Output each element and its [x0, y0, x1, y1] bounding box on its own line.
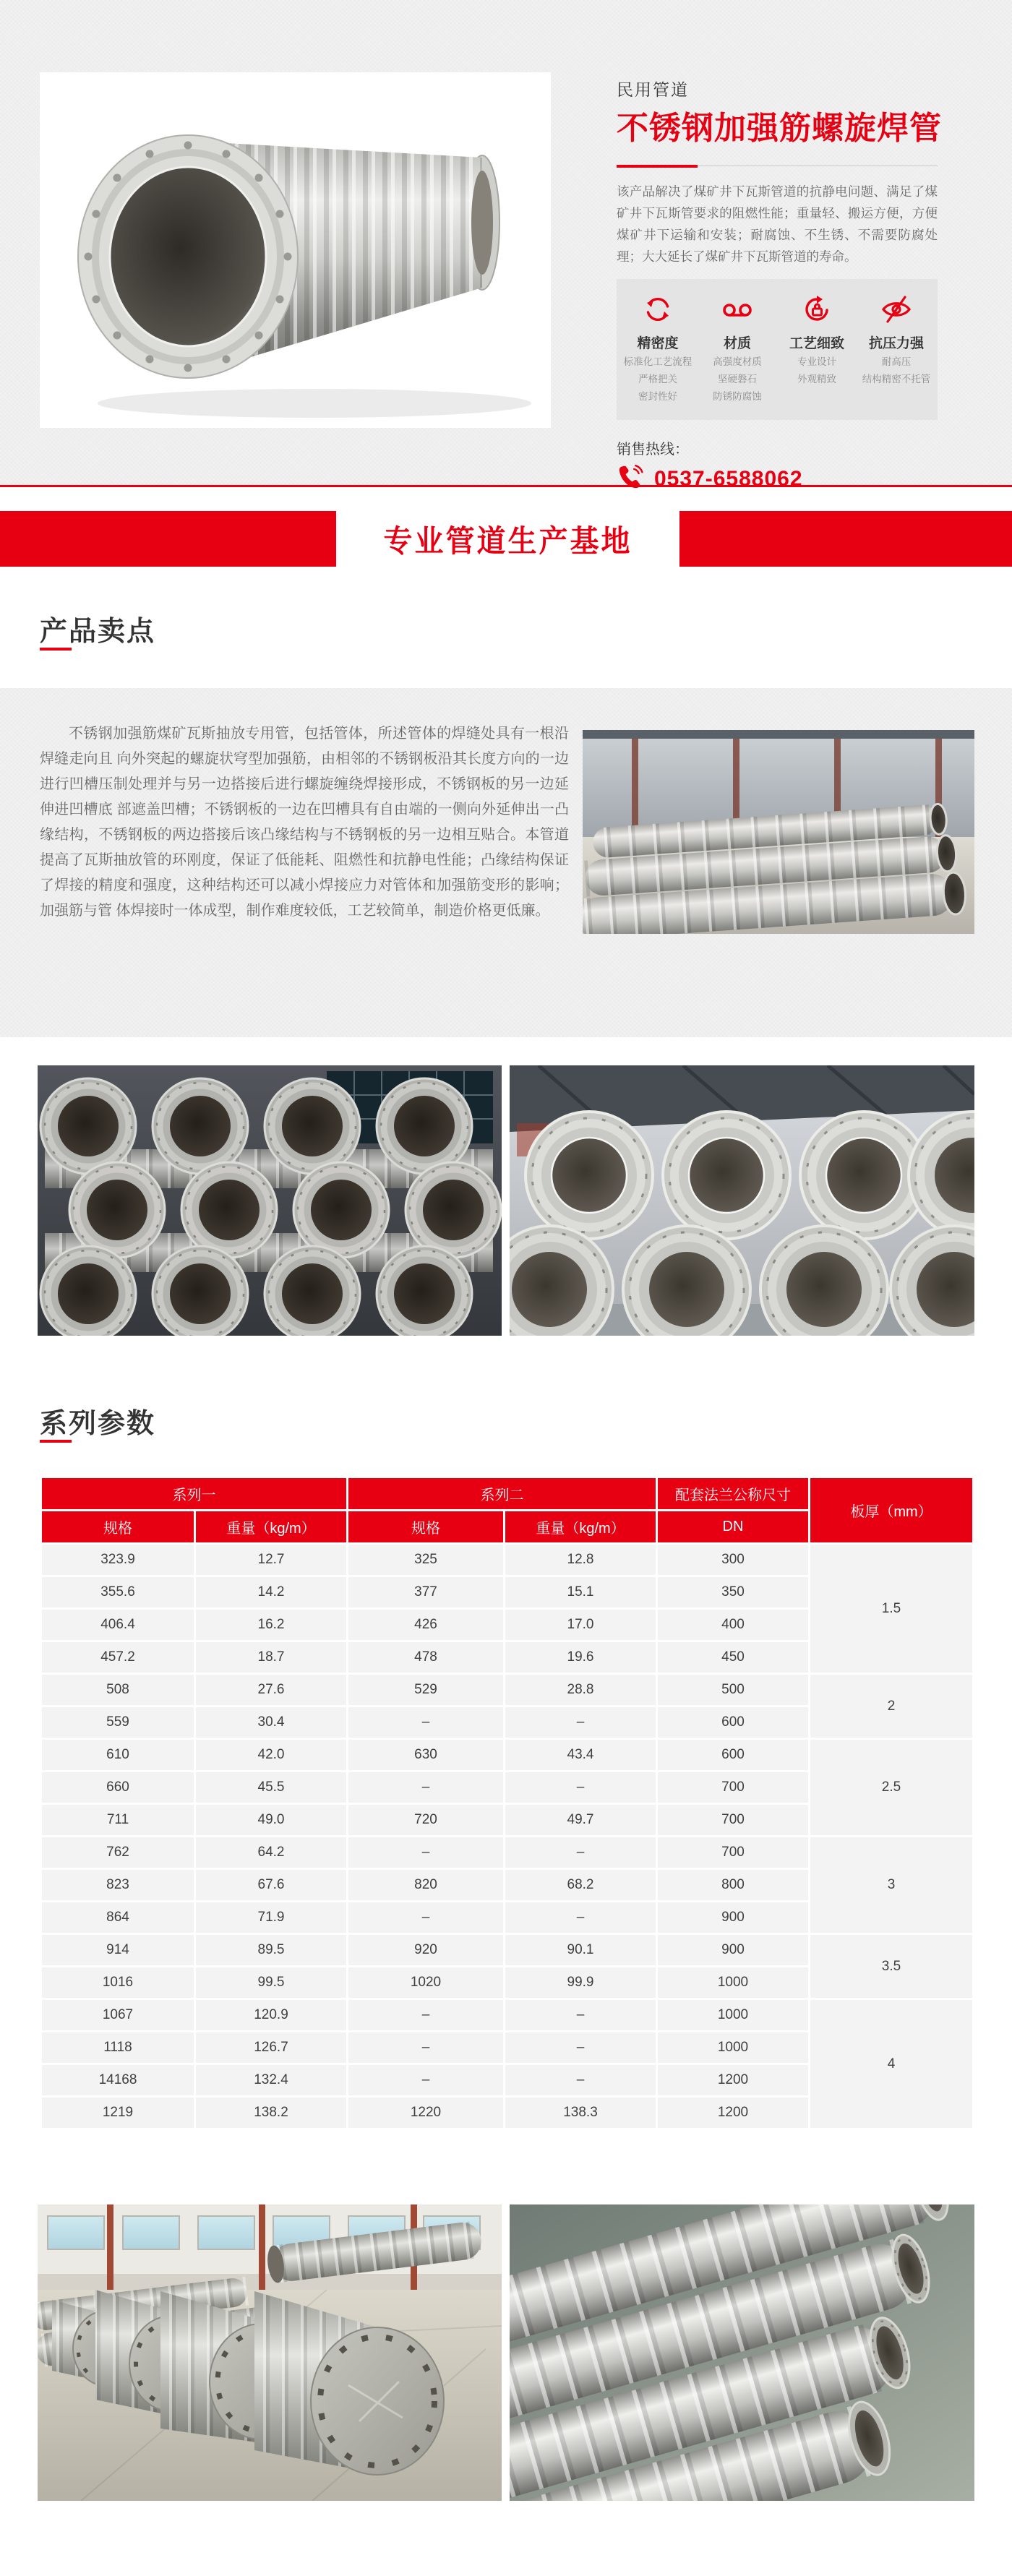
table-cell: 325: [348, 1545, 503, 1575]
table-cell: 1000: [658, 2000, 808, 2030]
spiral-pipe-illustration: [40, 72, 551, 428]
table-cell: –: [505, 1902, 656, 1933]
thickness-cell: 2.5: [810, 1740, 972, 1835]
rotate-lock-icon: [777, 293, 857, 325]
table-row: [42, 1740, 972, 1770]
table-cell: 864: [42, 1902, 194, 1933]
table-cell: 18.7: [196, 1642, 346, 1673]
table-cell: 300: [658, 1545, 808, 1575]
table-cell: 67.6: [196, 1870, 346, 1900]
table-cell: 900: [658, 1902, 808, 1933]
table-cell: 19.6: [505, 1642, 656, 1673]
title-divider: [617, 165, 938, 168]
table-cell: –: [348, 1772, 503, 1803]
thickness-cell: 4: [810, 2000, 972, 2128]
col-group-series1: 系列一: [42, 1478, 346, 1509]
parameters-underline: [40, 1440, 72, 1443]
table-cell: 920: [348, 1935, 503, 1965]
table-cell: 478: [348, 1642, 503, 1673]
table-cell: 355.6: [42, 1577, 194, 1607]
hero-info: [617, 77, 942, 495]
feature-material: 材质 高强度材质 坚硬磐石 防锈防腐蚀: [698, 293, 777, 404]
table-cell: 711: [42, 1805, 194, 1835]
feature-precision: 精密度 标准化工艺流程 严格把关 密封性好: [618, 293, 698, 404]
product-title: 不锈钢加强筋螺旋焊管: [617, 111, 942, 146]
table-cell: 450: [658, 1642, 808, 1673]
table-cell: –: [348, 2000, 503, 2030]
selling-points-underline: [40, 648, 72, 651]
selling-points-paragraph: 不锈钢加强筋煤矿瓦斯抽放专用管，包括管体，所述管体的焊缝处具有一根沿焊缝走向且 向外突起的螺旋状穹型加强筋，由相邻的不锈钢板沿其长度方向的一边进行凹槽压制处理并与另一边搭接后进行螺旋缠绕焊接形成，不锈钢板的另一边延伸进凹槽底 部遮盖凹槽；不锈钢板的一边在凹槽具有自由端的一侧向外延伸出一凸缘结构，不锈钢板的两边搭接后该凸缘结构与不锈钢板的另一边相互贴合。本管道提高了瓦斯抽放管的环刚度，保证了低能耗、阻燃性和抗静电性能；凸缘结构保证了焊接的精度和强度，这种结构还可以减小焊接应力对管体和加强筋变形的影响；加强筋与管 体焊接时一体成型，制作难度较低，工艺较简单，制造价格更低廉。: [40, 726, 569, 919]
hotline-label: 销售热线：: [617, 441, 689, 458]
table-cell: 45.5: [196, 1772, 346, 1803]
table-cell: 323.9: [42, 1545, 194, 1575]
table-cell: –: [505, 1772, 656, 1803]
table-cell: 43.4: [505, 1740, 656, 1770]
table-cell: 820: [348, 1870, 503, 1900]
table-cell: 700: [658, 1837, 808, 1868]
hero-section: [0, 0, 1012, 491]
slogan-banner: [0, 511, 1012, 567]
table-cell: 508: [42, 1675, 194, 1705]
table-cell: 126.7: [196, 2032, 346, 2063]
photo-stacked-pipes-dark: [38, 1065, 502, 1336]
table-cell: 99.5: [196, 1967, 346, 1998]
table-cell: 400: [658, 1610, 808, 1640]
col-dn: DN: [658, 1511, 808, 1542]
table-cell: –: [505, 1707, 656, 1738]
table-cell: 132.4: [196, 2065, 346, 2095]
table-cell: 457.2: [42, 1642, 194, 1673]
phone-icon: [617, 464, 644, 495]
table-cell: 14168: [42, 2065, 194, 2095]
table-cell: 1020: [348, 1967, 503, 1998]
table-cell: 89.5: [196, 1935, 346, 1965]
table-cell: 120.9: [196, 2000, 346, 2030]
thickness-cell: 3: [810, 1837, 972, 1933]
table-row: [42, 1837, 972, 1868]
table-cell: 529: [348, 1675, 503, 1705]
table-cell: 138.3: [505, 2098, 656, 2128]
hotline-number[interactable]: 0537-6588062: [654, 467, 803, 491]
table-cell: 559: [42, 1707, 194, 1738]
table-cell: 16.2: [196, 1610, 346, 1640]
col-group-series2: 系列二: [348, 1478, 656, 1509]
table-row: [42, 1675, 972, 1705]
table-row: [42, 1935, 972, 1965]
table-cell: 138.2: [196, 2098, 346, 2128]
table-cell: 15.1: [505, 1577, 656, 1607]
feature-pressure: 抗压力强 耐高压 结构精密不托管: [857, 293, 936, 404]
table-cell: 350: [658, 1577, 808, 1607]
table-cell: 500: [658, 1675, 808, 1705]
table-cell: 914: [42, 1935, 194, 1965]
sync-arrows-icon: [618, 293, 698, 325]
photo-diagonal-pipes: [510, 2204, 974, 2501]
col-weight1: 重量（kg/m）: [196, 1511, 346, 1542]
col-group-flange: 配套法兰公称尺寸: [658, 1478, 808, 1509]
table-cell: 28.8: [505, 1675, 656, 1705]
table-cell: 12.8: [505, 1545, 656, 1575]
table-cell: –: [505, 2065, 656, 2095]
table-cell: 630: [348, 1740, 503, 1770]
banner-bar-right: [679, 511, 1012, 567]
table-cell: 1016: [42, 1967, 194, 1998]
table-cell: –: [505, 1837, 656, 1868]
table-cell: 1118: [42, 2032, 194, 2063]
table-cell: 17.0: [505, 1610, 656, 1640]
table-cell: –: [505, 2032, 656, 2063]
table-row: [42, 2000, 972, 2030]
table-cell: 426: [348, 1610, 503, 1640]
photo-stacked-pipes-bright: [510, 1065, 974, 1336]
table-cell: 64.2: [196, 1837, 346, 1868]
table-cell: 71.9: [196, 1902, 346, 1933]
table-cell: 14.2: [196, 1577, 346, 1607]
selling-points-heading: 产品卖点: [40, 617, 156, 647]
product-category: 民用管道: [617, 80, 689, 99]
table-cell: 99.9: [505, 1967, 656, 1998]
table-cell: 1220: [348, 2098, 503, 2128]
table-cell: 406.4: [42, 1610, 194, 1640]
product-description: 该产品解决了煤矿井下瓦斯管道的抗静电问题、满足了煤矿井下瓦斯管要求的阻燃性能；重量轻、搬运方便，方便煤矿井下运输和安装；耐腐蚀、不生锈、不需要防腐处理；大大延长了煤矿井下瓦斯管道的寿命。: [617, 184, 938, 264]
thickness-cell: 1.5: [810, 1545, 972, 1673]
table-cell: 49.0: [196, 1805, 346, 1835]
col-spec1: 规格: [42, 1511, 194, 1542]
table-cell: 90.1: [505, 1935, 656, 1965]
table-cell: 377: [348, 1577, 503, 1607]
thickness-cell: 3.5: [810, 1935, 972, 1998]
table-cell: 30.4: [196, 1707, 346, 1738]
thickness-cell: 2: [810, 1675, 972, 1738]
table-cell: –: [348, 1902, 503, 1933]
table-cell: 1000: [658, 2032, 808, 2063]
parameters-heading: 系列参数: [40, 1409, 156, 1439]
col-group-thickness: 板厚（mm）: [810, 1478, 972, 1542]
eye-off-icon: [857, 293, 936, 325]
banner-bar-left: [0, 511, 336, 567]
photo-warehouse-pipes: [583, 730, 974, 934]
col-weight2: 重量（kg/m）: [505, 1511, 656, 1542]
table-cell: 27.6: [196, 1675, 346, 1705]
col-spec2: 规格: [348, 1511, 503, 1542]
voicemail-icon: [698, 293, 777, 325]
table-cell: 42.0: [196, 1740, 346, 1770]
table-cell: 12.7: [196, 1545, 346, 1575]
table-cell: 1200: [658, 2098, 808, 2128]
table-cell: –: [348, 1837, 503, 1868]
feature-panel: [617, 279, 938, 420]
table-cell: 762: [42, 1837, 194, 1868]
parameters-table: [40, 1476, 974, 2130]
table-row: [42, 1545, 972, 1575]
hotline-row: [617, 464, 938, 495]
table-cell: –: [348, 2032, 503, 2063]
product-photo-main: [40, 72, 551, 428]
table-cell: 720: [348, 1805, 503, 1835]
table-cell: 1000: [658, 1967, 808, 1998]
table-cell: 823: [42, 1870, 194, 1900]
table-cell: 600: [658, 1707, 808, 1738]
table-cell: 1067: [42, 2000, 194, 2030]
table-cell: –: [348, 1707, 503, 1738]
banner-text: 专业管道生产基地: [383, 525, 632, 559]
table-cell: 610: [42, 1740, 194, 1770]
table-cell: 1200: [658, 2065, 808, 2095]
table-cell: –: [348, 2065, 503, 2095]
table-cell: 800: [658, 1870, 808, 1900]
table-cell: 49.7: [505, 1805, 656, 1835]
table-cell: 1219: [42, 2098, 194, 2128]
photo-floor-pipes: [38, 2204, 502, 2501]
selling-points-panel: [0, 688, 1012, 1037]
table-cell: 700: [658, 1805, 808, 1835]
parameters-table-body: [42, 1545, 972, 2128]
table-cell: 700: [658, 1772, 808, 1803]
feature-craft: 工艺细致 专业设计 外观精致: [777, 293, 857, 404]
table-cell: 600: [658, 1740, 808, 1770]
table-cell: –: [505, 2000, 656, 2030]
table-cell: 68.2: [505, 1870, 656, 1900]
table-cell: 900: [658, 1935, 808, 1965]
table-cell: 660: [42, 1772, 194, 1803]
